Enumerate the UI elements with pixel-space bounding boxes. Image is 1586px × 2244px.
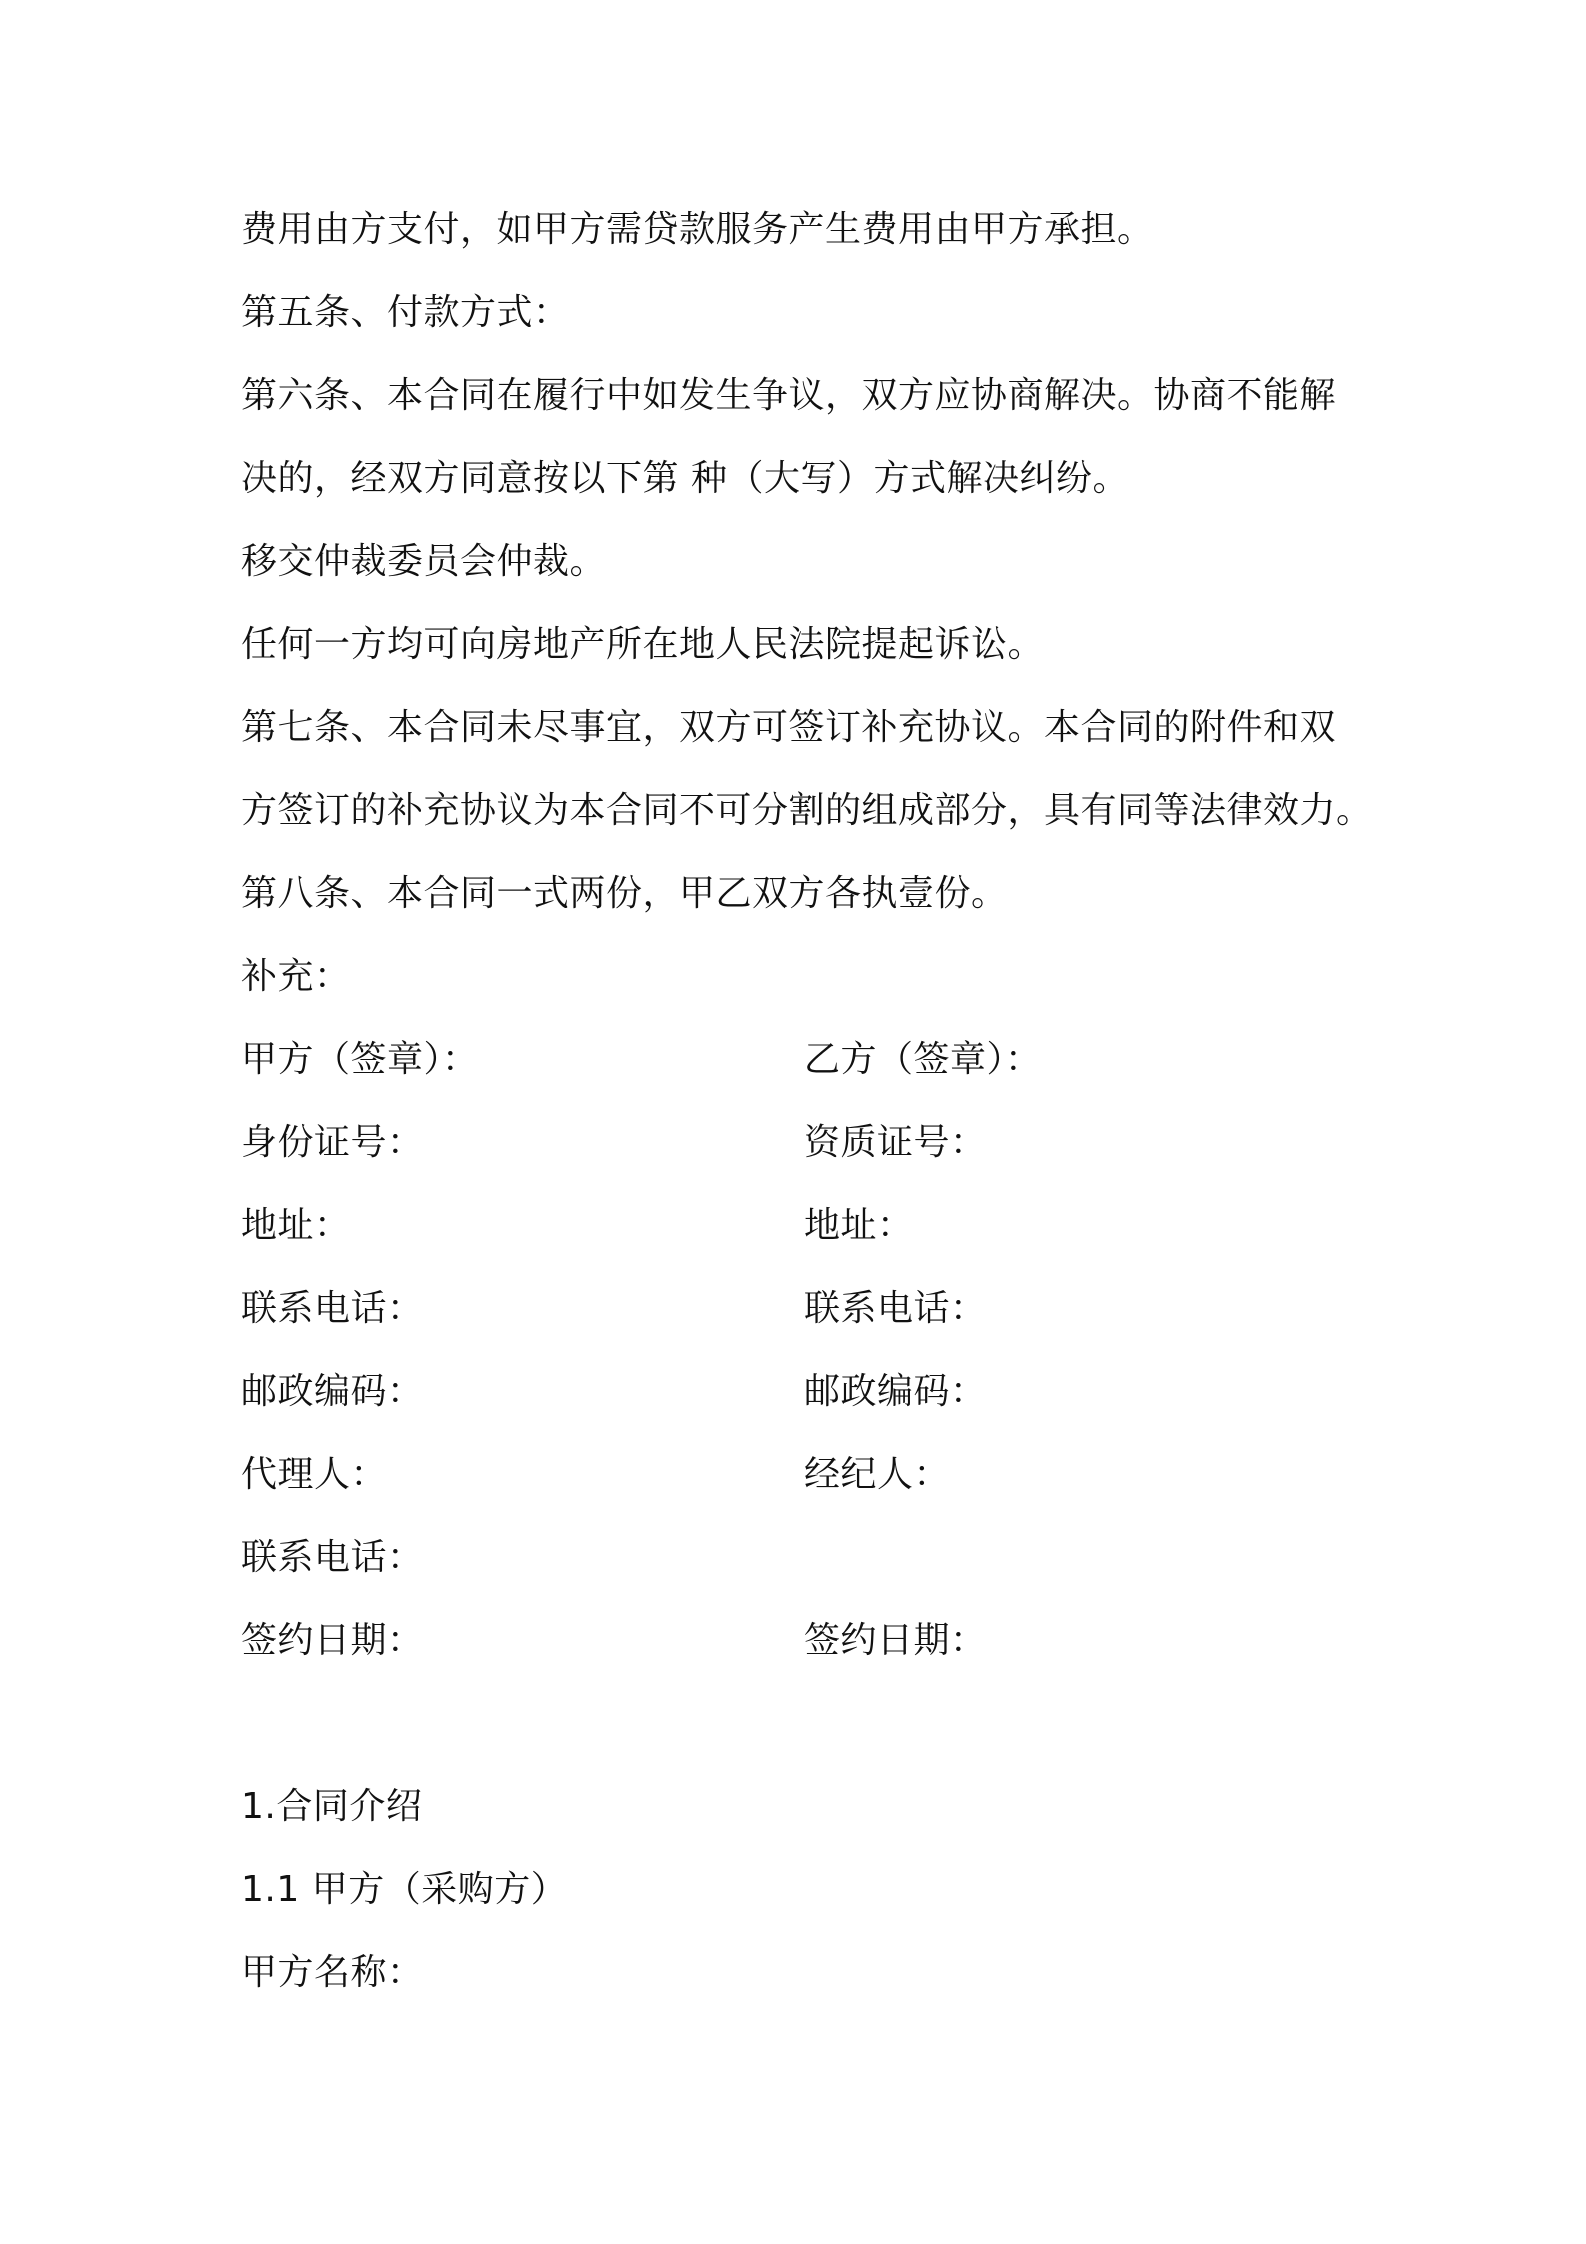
paragraph-supplement: 补充： xyxy=(241,956,351,997)
party-a-sign: 甲方（签章）： xyxy=(241,1039,479,1080)
paragraph-article-5: 第五条、付款方式： xyxy=(241,292,570,333)
paragraph-arbitration: 移交仲裁委员会仲裁。 xyxy=(241,541,607,582)
party-a-name-field: 甲方名称： xyxy=(241,1952,424,1993)
party-a-postcode: 邮政编码： xyxy=(241,1371,424,1412)
party-b-sign: 乙方（签章）： xyxy=(804,1039,1042,1080)
section-subheading: 1.1 甲方（采购方） xyxy=(241,1869,568,1910)
party-b-sign-date: 签约日期： xyxy=(804,1620,987,1661)
party-a-agent: 代理人： xyxy=(241,1454,388,1495)
paragraph-article-8: 第八条、本合同一式两份，甲乙双方各执壹份。 xyxy=(241,873,1008,914)
party-a-sign-date: 签约日期： xyxy=(241,1620,424,1661)
party-b-address: 地址： xyxy=(804,1205,914,1246)
party-a-agent-phone: 联系电话： xyxy=(241,1537,424,1578)
paragraph-fee: 费用由方支付，如甲方需贷款服务产生费用由甲方承担。 xyxy=(241,209,1154,250)
party-b-phone: 联系电话： xyxy=(804,1288,987,1329)
party-a-address: 地址： xyxy=(241,1205,351,1246)
party-a-id-no: 身份证号： xyxy=(241,1122,424,1163)
paragraph-article-7-line-2: 方签订的补充协议为本合同不可分割的组成部分，具有同等法律效力。 xyxy=(241,790,1373,831)
party-b-postcode: 邮政编码： xyxy=(804,1371,987,1412)
paragraph-article-7-line-1: 第七条、本合同未尽事宜，双方可签订补充协议。本合同的附件和双 xyxy=(241,707,1337,748)
section-heading: 1.合同介绍 xyxy=(241,1786,423,1827)
paragraph-article-6-line-1: 第六条、本合同在履行中如发生争议，双方应协商解决。协商不能解 xyxy=(241,375,1337,416)
party-a-phone: 联系电话： xyxy=(241,1288,424,1329)
party-b-broker: 经纪人： xyxy=(804,1454,951,1495)
paragraph-article-6-line-2: 决的，经双方同意按以下第 种（大写）方式解决纠纷。 xyxy=(241,458,1129,499)
party-b-cert-no: 资质证号： xyxy=(804,1122,987,1163)
paragraph-litigation: 任何一方均可向房地产所在地人民法院提起诉讼。 xyxy=(241,624,1045,665)
